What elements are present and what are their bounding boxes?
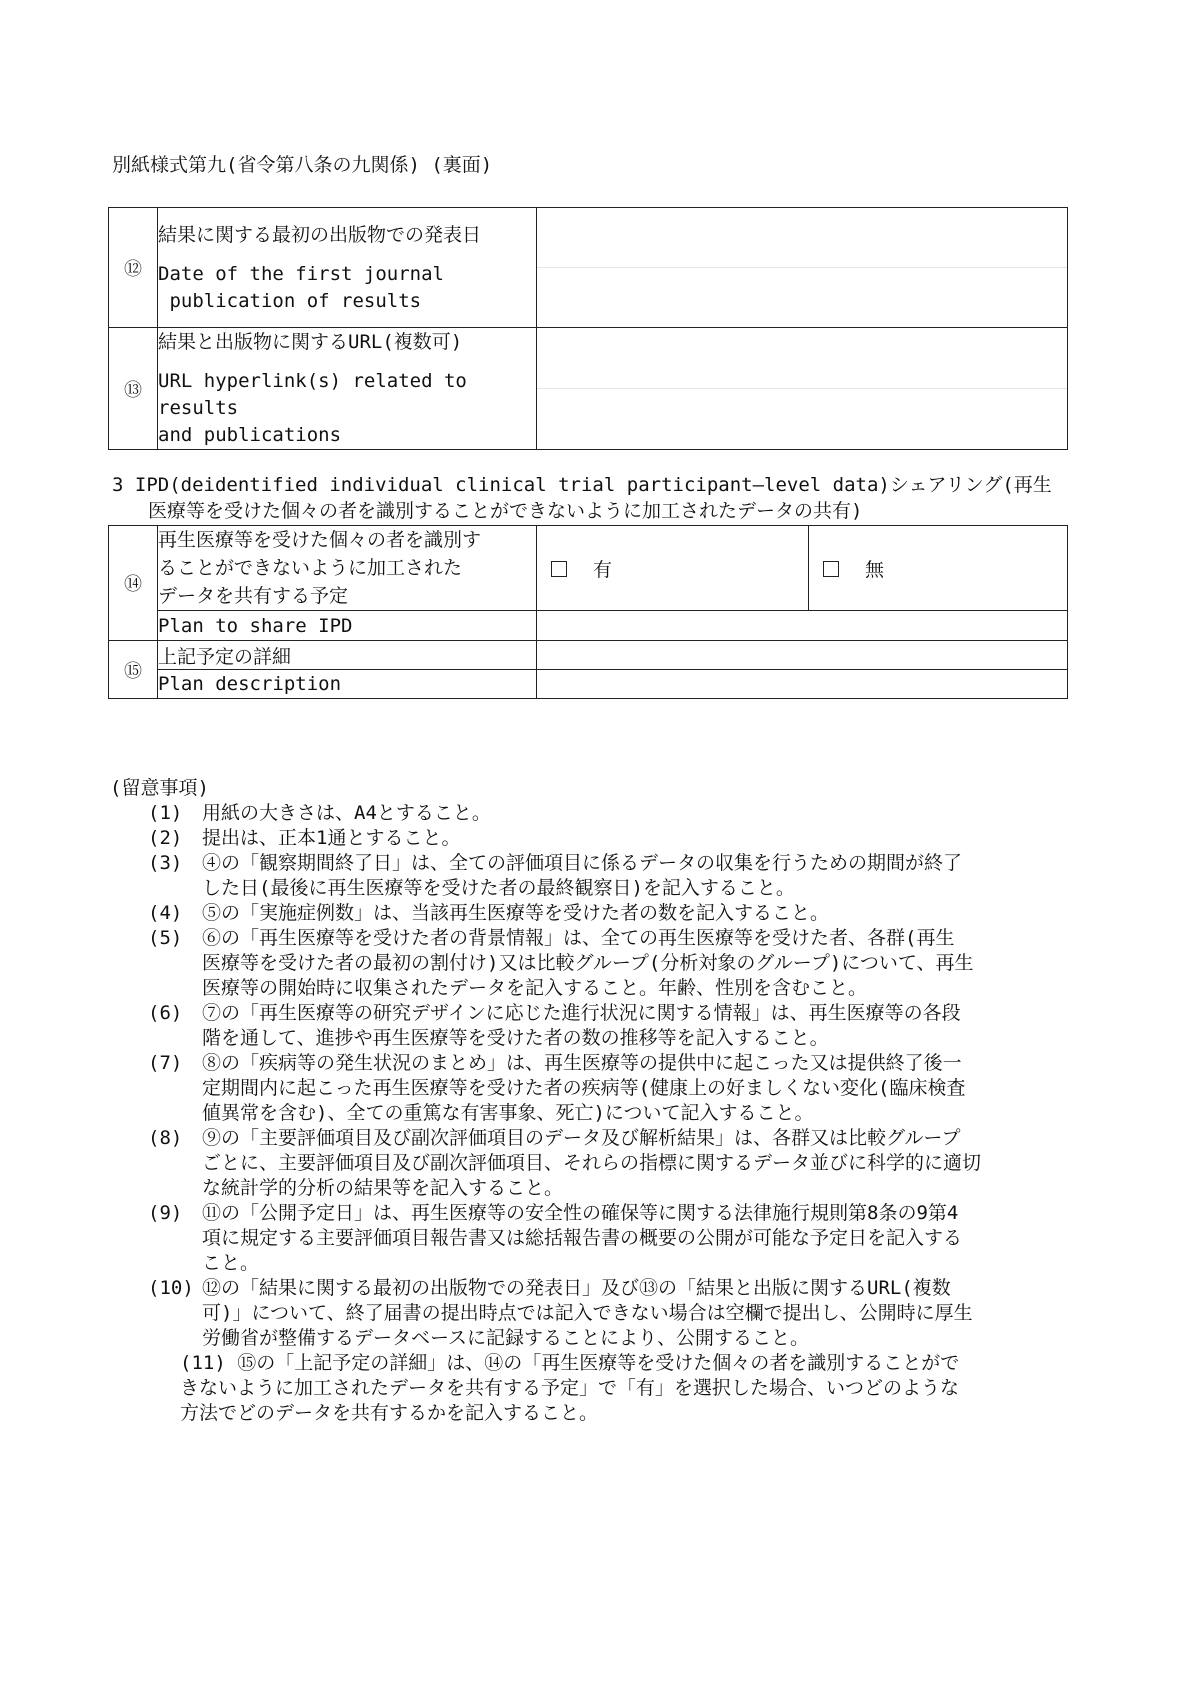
note-index: (6) xyxy=(148,1002,183,1024)
row-number: ⑬ xyxy=(109,328,158,450)
note-index: (1) xyxy=(148,802,183,824)
label-en: Plan description xyxy=(158,670,537,699)
label-en: Plan to share IPD xyxy=(158,611,537,641)
note-item xyxy=(112,1276,1072,1351)
note-index: (2) xyxy=(148,827,183,849)
row-label xyxy=(158,328,537,450)
note-item xyxy=(112,826,1072,851)
option-yes-cell[interactable] xyxy=(537,526,809,611)
note-line: 医療等の開始時に収集されたデータを記入すること。年齢、性別を含むこと。 xyxy=(202,977,868,999)
value-ja[interactable] xyxy=(537,329,1067,389)
note-item xyxy=(112,851,1072,901)
value-cell[interactable] xyxy=(537,670,1068,699)
note-line: な統計学的分析の結果等を記入すること。 xyxy=(202,1177,564,1199)
page-heading: 別紙様式第九(省令第八条の九関係) (裏面) xyxy=(112,154,493,176)
note-item xyxy=(112,1201,1072,1276)
note-line: 項に規定する主要評価項目報告書又は総括報告書の概要の公開が可能な予定日を記入する xyxy=(202,1227,963,1249)
note-index: (4) xyxy=(148,902,183,924)
note-line: ⑥の「再生医療等を受けた者の背景情報」は、全ての再生医療等を受けた者、各群(再生 xyxy=(202,927,955,949)
table-row xyxy=(109,208,1068,328)
note-item xyxy=(112,901,1072,926)
note-line: ⑤の「実施症例数」は、当該再生医療等を受けた者の数を記入すること。 xyxy=(202,902,830,924)
table-row xyxy=(109,611,1068,641)
note-index: (7) xyxy=(148,1052,183,1074)
row-number: ⑮ xyxy=(109,641,158,699)
table-row xyxy=(109,641,1068,670)
note-item xyxy=(112,1126,1072,1201)
note-line: した日(最後に再生医療等を受けた者の最終観察日)を記入すること。 xyxy=(202,877,795,899)
note-line: (11) ⑮の「上記予定の詳細」は、⑭の「再生医療等を受けた個々の者を識別することがで xyxy=(180,1352,960,1374)
option-yes-label: 有 xyxy=(593,558,613,581)
section-3-heading xyxy=(112,472,1072,524)
note-item xyxy=(112,1051,1072,1126)
table-row xyxy=(109,328,1068,450)
note-item xyxy=(112,1001,1072,1051)
note-index: (5) xyxy=(148,927,183,949)
label-en: and publications xyxy=(158,424,342,446)
option-no-cell[interactable] xyxy=(809,526,1068,611)
note-line: ⑦の「再生医療等の研究デザインに応じた進行状況に関する情報」は、再生医療等の各段 xyxy=(202,1002,961,1024)
note-index: (9) xyxy=(148,1202,183,1224)
value-cell[interactable] xyxy=(537,328,1068,450)
row-number: ⑭ xyxy=(109,526,158,641)
ipd-sharing-table xyxy=(108,525,1068,699)
section-3-line: 医療等を受けた個々の者を識別することができないように加工されたデータの共有) xyxy=(148,500,863,522)
note-index: (3) xyxy=(148,852,183,874)
note-line: ⑧の「疾病等の発生状況のまとめ」は、再生医療等の提供中に起こった又は提供終了後一 xyxy=(202,1052,962,1074)
table-row xyxy=(109,526,1068,611)
label-ja: 結果に関する最初の出版物での発表日 xyxy=(158,223,482,246)
label-en: publication of results xyxy=(158,289,422,312)
option-no-label: 無 xyxy=(865,558,885,581)
label-ja: 上記予定の詳細 xyxy=(158,641,537,670)
note-item xyxy=(112,801,1072,826)
value-cell[interactable] xyxy=(537,641,1068,670)
checkbox-no[interactable] xyxy=(823,561,839,577)
note-line: 階を通して、進捗や再生医療等を受けた者の数の推移等を記入すること。 xyxy=(202,1027,829,1049)
section-3-line: 3 IPD(deidentified individual clinical trial participant—level data)シェアリング(再生 xyxy=(112,474,1052,496)
value-cell[interactable] xyxy=(537,611,1068,641)
table-row xyxy=(109,670,1068,699)
note-item xyxy=(112,926,1072,1001)
note-line: 医療等を受けた者の最初の割付け)又は比較グループ(分析対象のグループ)について、再生 xyxy=(202,952,974,974)
note-line: 労働省が整備するデータベースに記録することにより、公開すること。 xyxy=(202,1327,810,1349)
value-en[interactable] xyxy=(537,268,1067,327)
label-en: Date of the first journal xyxy=(158,262,444,285)
value-cell[interactable] xyxy=(537,208,1068,328)
row-label xyxy=(158,208,537,328)
note-line: ⑨の「主要評価項目及び副次評価項目のデータ及び解析結果」は、各群又は比較グループ xyxy=(202,1127,961,1149)
value-en[interactable] xyxy=(537,389,1067,448)
note-line: ⑪の「公開予定日」は、再生医療等の安全性の確保等に関する法律施行規則第8条の9第4 xyxy=(202,1202,959,1224)
row-label xyxy=(158,526,537,611)
note-line: きないように加工されたデータを共有する予定」で「有」を選択した場合、いつどのような xyxy=(180,1377,960,1399)
note-line: ごとに、主要評価項目及び副次評価項目、それらの指標に関するデータ並びに科学的に適切 xyxy=(202,1152,982,1174)
note-index: (8) xyxy=(148,1127,183,1149)
note-line: ④の「観察期間終了日」は、全ての評価項目に係るデータの収集を行うための期間が終了 xyxy=(202,852,963,874)
label-ja: 再生医療等を受けた個々の者を識別す xyxy=(158,529,482,551)
notes-title: (留意事項) xyxy=(110,777,209,799)
note-line: 提出は、正本1通とすること。 xyxy=(202,827,461,849)
label-en: URL hyperlink(s) related to results xyxy=(158,370,467,419)
note-line: こと。 xyxy=(202,1252,260,1274)
note-line: 用紙の大きさは、A4とすること。 xyxy=(202,802,491,824)
value-ja[interactable] xyxy=(537,208,1067,268)
note-line: 可)」について、終了届書の提出時点では記入できない場合は空欄で提出し、公開時に厚生 xyxy=(202,1302,973,1324)
note-item-11 xyxy=(112,1351,1072,1426)
note-line: 定期間内に起こった再生医療等を受けた者の疾病等(健康上の好ましくない変化(臨床検査 xyxy=(202,1077,966,1099)
label-ja: ることができないように加工された xyxy=(158,557,463,579)
note-line: ⑫の「結果に関する最初の出版物での発表日」及び⑬の「結果と出版に関するURL(複数 xyxy=(202,1277,951,1299)
note-line: 値異常を含む)、全ての重篤な有害事象、死亡)について記入すること。 xyxy=(202,1102,814,1124)
label-ja: 結果と出版物に関するURL(複数可) xyxy=(158,331,463,353)
label-ja: データを共有する予定 xyxy=(158,585,349,607)
row-number: ⑫ xyxy=(109,208,158,328)
note-line: 方法でどのデータを共有するかを記入すること。 xyxy=(180,1402,599,1424)
note-index: (10) xyxy=(148,1277,194,1299)
results-publication-table xyxy=(108,207,1068,450)
checkbox-yes[interactable] xyxy=(551,561,567,577)
notes-section xyxy=(112,776,1072,1426)
